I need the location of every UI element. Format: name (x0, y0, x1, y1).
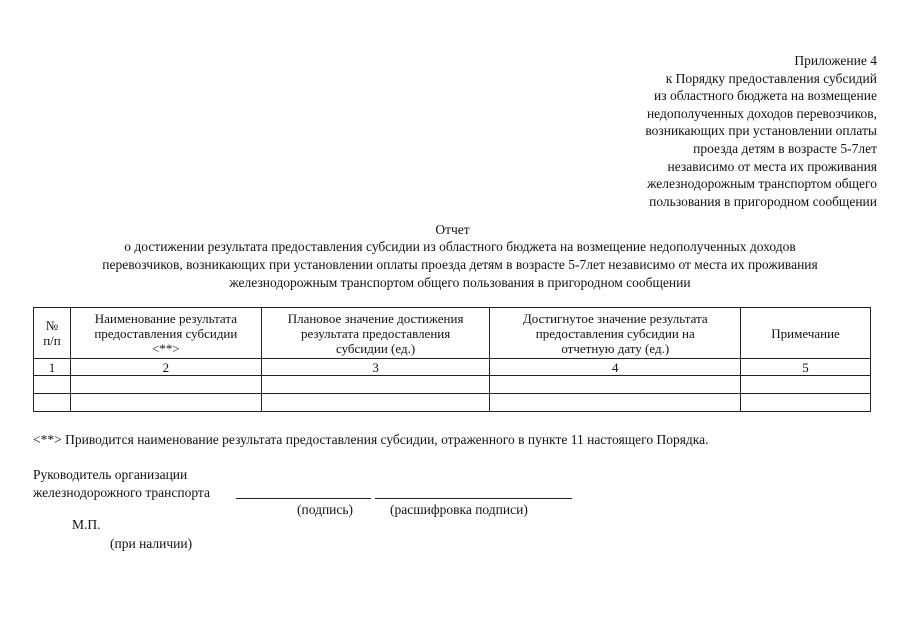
signature-decoding-caption: (расшифровка подписи) (390, 502, 528, 517)
table-header-row (34, 308, 871, 359)
table-cell[interactable] (34, 394, 71, 412)
report-title: Отчет (435, 222, 470, 237)
report-subtitle-line: перевозчиков, возникающих при установлении оплаты проезда детям в возрасте 5-7лет независимо от места их проживания (102, 257, 818, 272)
table-cell: 1 (34, 359, 71, 376)
signature-decoding-field[interactable] (375, 498, 572, 499)
table-cell[interactable] (34, 376, 71, 394)
header-cell-planned-value (261, 308, 490, 359)
appendix-line: проезда детям в возрасте 5-7лет (693, 140, 877, 156)
stamp-label: М.П. (72, 517, 101, 532)
signature-label-line1: Руководитель организации (33, 467, 188, 482)
table-cell[interactable] (70, 394, 261, 412)
table-cell: 5 (741, 359, 871, 376)
appendix-header (645, 52, 877, 210)
report-subtitle-line: о достижении результата предоставления субсидии из областного бюджета на возмещение недополученных доходов (124, 239, 796, 254)
appendix-line: недополученных доходов перевозчиков, (646, 105, 877, 121)
table-cell[interactable] (490, 394, 741, 412)
footnote: <**> Приводится наименование результата предоставления субсидии, отраженного в пункте 11 настоящего Порядка. (33, 432, 709, 447)
header-text: п/п (43, 333, 61, 348)
table-cell[interactable] (741, 376, 871, 394)
table-row (34, 376, 871, 394)
table-cell[interactable] (741, 394, 871, 412)
report-subtitle-line: железнодорожным транспортом общего пользования в пригородном сообщении (229, 275, 691, 290)
appendix-line: Приложение 4 (794, 53, 877, 68)
header-text: Примечание (771, 325, 840, 341)
appendix-line: возникающих при установлении оплаты (645, 123, 877, 139)
header-text: субсидии (ед.) (336, 340, 416, 356)
appendix-line: железнодорожным транспортом общего (647, 176, 877, 192)
table-cell[interactable] (70, 376, 261, 394)
table-row (34, 394, 871, 412)
appendix-line: независимо от места их проживания (667, 158, 877, 174)
appendix-line: пользования в пригородном сообщении (649, 193, 877, 209)
header-text: Наименование результата (94, 310, 237, 326)
header-cell-result-name (70, 308, 261, 359)
appendix-line: к Порядку предоставления субсидий (665, 70, 877, 86)
appendix-line: из областного бюджета на возмещение (654, 88, 877, 104)
stamp-note: (при наличии) (110, 536, 193, 551)
header-text: предоставления субсидии (94, 325, 238, 341)
header-text: <**> (152, 340, 180, 356)
table-cell: 4 (490, 359, 741, 376)
table-row-column-numbers (34, 359, 871, 376)
report-table (33, 307, 871, 412)
signature-field[interactable] (236, 498, 371, 499)
table-cell[interactable] (261, 394, 490, 412)
header-text: отчетную дату (ед.) (561, 340, 670, 356)
table-cell: 3 (261, 359, 490, 376)
header-cell-achieved-value (490, 308, 741, 359)
table-cell[interactable] (490, 376, 741, 394)
header-cell-note (741, 308, 871, 359)
header-text: № (45, 318, 59, 333)
report-subtitle (38, 238, 882, 292)
header-text: предоставления субсидии на (535, 325, 695, 341)
header-text: результата предоставления (300, 325, 451, 341)
header-text: Достигнутое значение результата (522, 310, 708, 326)
header-text: Плановое значение достижения (287, 310, 464, 326)
signature-label-line2: железнодорожного транспорта (33, 485, 210, 500)
signature-caption: (подпись) (297, 502, 354, 517)
header-cell-number (34, 308, 71, 359)
table-cell: 2 (70, 359, 261, 376)
table-cell[interactable] (261, 376, 490, 394)
